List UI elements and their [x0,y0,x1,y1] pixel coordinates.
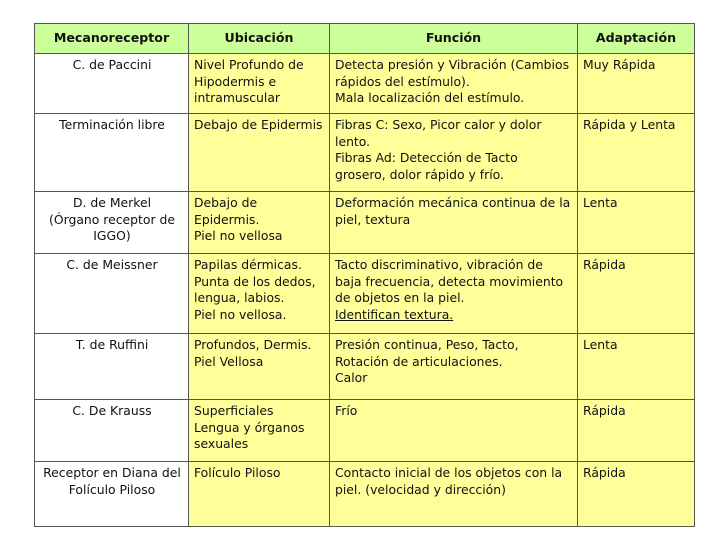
cell-line: C. de Paccini [72,57,152,72]
table-body [35,24,695,527]
cell-line: Folículo Piloso [68,481,156,497]
cell-line: Detecta presión y Vibración (Cambios [335,57,570,72]
ubicacion-cell [189,114,330,192]
cell-line: Rápida [583,465,626,480]
cell-line: Rápida [583,257,626,272]
cell-line: IGGO) [93,228,131,243]
adaptacion-cell [578,192,695,254]
cell-line: Piel no vellosa. [194,306,287,322]
cell-line: Identifican textura. [335,306,454,322]
funcion-cell [330,334,578,400]
cell-line: Lengua y órganos [194,419,305,435]
table-row [35,54,695,114]
table-row [35,192,695,254]
cell-line: lengua, labios. [194,290,285,305]
header-row [35,24,695,54]
cell-line: sexuales [194,436,249,451]
cell-line: de objetos en la piel. [335,290,465,305]
receptor-cell [35,462,189,527]
adaptacion-cell [578,114,695,192]
receptor-cell [35,334,189,400]
cell-line: Nivel Profundo de [194,57,304,72]
cell-line: Calor [335,370,368,385]
adaptacion-cell [578,400,695,462]
ubicacion-cell [189,54,330,114]
funcion-cell [330,254,578,334]
table-row [35,254,695,334]
cell-line: Fibras Ad: Detección de Tacto [335,150,518,165]
table-row [35,462,695,527]
cell-line: Debajo de Epidermis. [194,195,260,227]
header-funcion: Función [330,24,578,54]
cell-line: Debajo de Epidermis [194,117,323,132]
adaptacion-cell [578,334,695,400]
cell-line: baja frecuencia, detecta movimiento [335,273,564,289]
header-adaptacion: Adaptación [578,24,695,54]
mecanoreceptores-table [34,23,695,527]
table-row [35,400,695,462]
cell-line: Rápida y Lenta [583,117,676,132]
header-mecanoreceptor: Mecanoreceptor [35,24,189,54]
adaptacion-cell [578,462,695,527]
funcion-cell [330,54,578,114]
cell-line: piel. (velocidad y dirección) [335,481,506,497]
funcion-cell [330,192,578,254]
cell-line: Receptor en Diana del [43,465,181,480]
cell-line: Piel Vellosa [194,353,264,369]
cell-line: Punta de los dedos, [194,273,316,289]
cell-line: Tacto discriminativo, vibración de [335,257,543,272]
cell-line: Profundos, Dermis. [194,337,312,352]
table-row [35,114,695,192]
cell-line: lento. [335,133,371,149]
cell-line: Fibras C: Sexo, Picor calor y dolor [335,117,542,132]
adaptacion-cell [578,54,695,114]
cell-line: Contacto inicial de los objetos con la [335,465,563,480]
cell-line: Mala localización del estímulo. [335,90,525,105]
funcion-cell [330,400,578,462]
receptor-cell [35,54,189,114]
cell-line: rápidos del estímulo). [335,73,470,89]
ubicacion-cell [189,254,330,334]
cell-line: Piel no vellosa [194,228,283,243]
receptor-cell [35,114,189,192]
cell-line: Terminación libre [59,117,165,132]
funcion-cell [330,114,578,192]
cell-line: Folículo Piloso [194,465,281,480]
receptor-cell [35,192,189,254]
receptor-cell [35,254,189,334]
receptor-cell [35,400,189,462]
cell-line: Frío [335,403,358,418]
funcion-cell [330,462,578,527]
cell-line: Presión continua, Peso, Tacto, [335,337,519,352]
cell-line: Lenta [583,337,618,352]
cell-line: Hipodermis e [194,73,277,89]
cell-line: C. de Meissner [66,257,158,272]
ubicacion-cell [189,192,330,254]
cell-line: grosero, dolor rápido y frío. [335,166,504,182]
adaptacion-cell [578,254,695,334]
cell-line: Muy Rápida [583,57,656,72]
cell-line: Rápida [583,403,626,418]
ubicacion-cell [189,400,330,462]
header-ubicacion: Ubicación [189,24,330,54]
cell-line: T. de Ruffini [75,337,149,352]
cell-line: intramuscular [194,90,281,105]
cell-line: Lenta [583,195,618,210]
table-row [35,334,695,400]
cell-line: C. De Krauss [72,403,152,418]
cell-line: Deformación mecánica continua de la [335,195,571,210]
cell-line: Papilas dérmicas. [194,257,302,272]
cell-line: (Órgano receptor de [49,211,175,227]
cell-line: Rotación de articulaciones. [335,353,503,369]
cell-line: D. de Merkel [72,195,152,210]
ubicacion-cell [189,462,330,527]
ubicacion-cell [189,334,330,400]
cell-line: piel, textura [335,211,411,227]
cell-line: Superficiales [194,403,274,418]
